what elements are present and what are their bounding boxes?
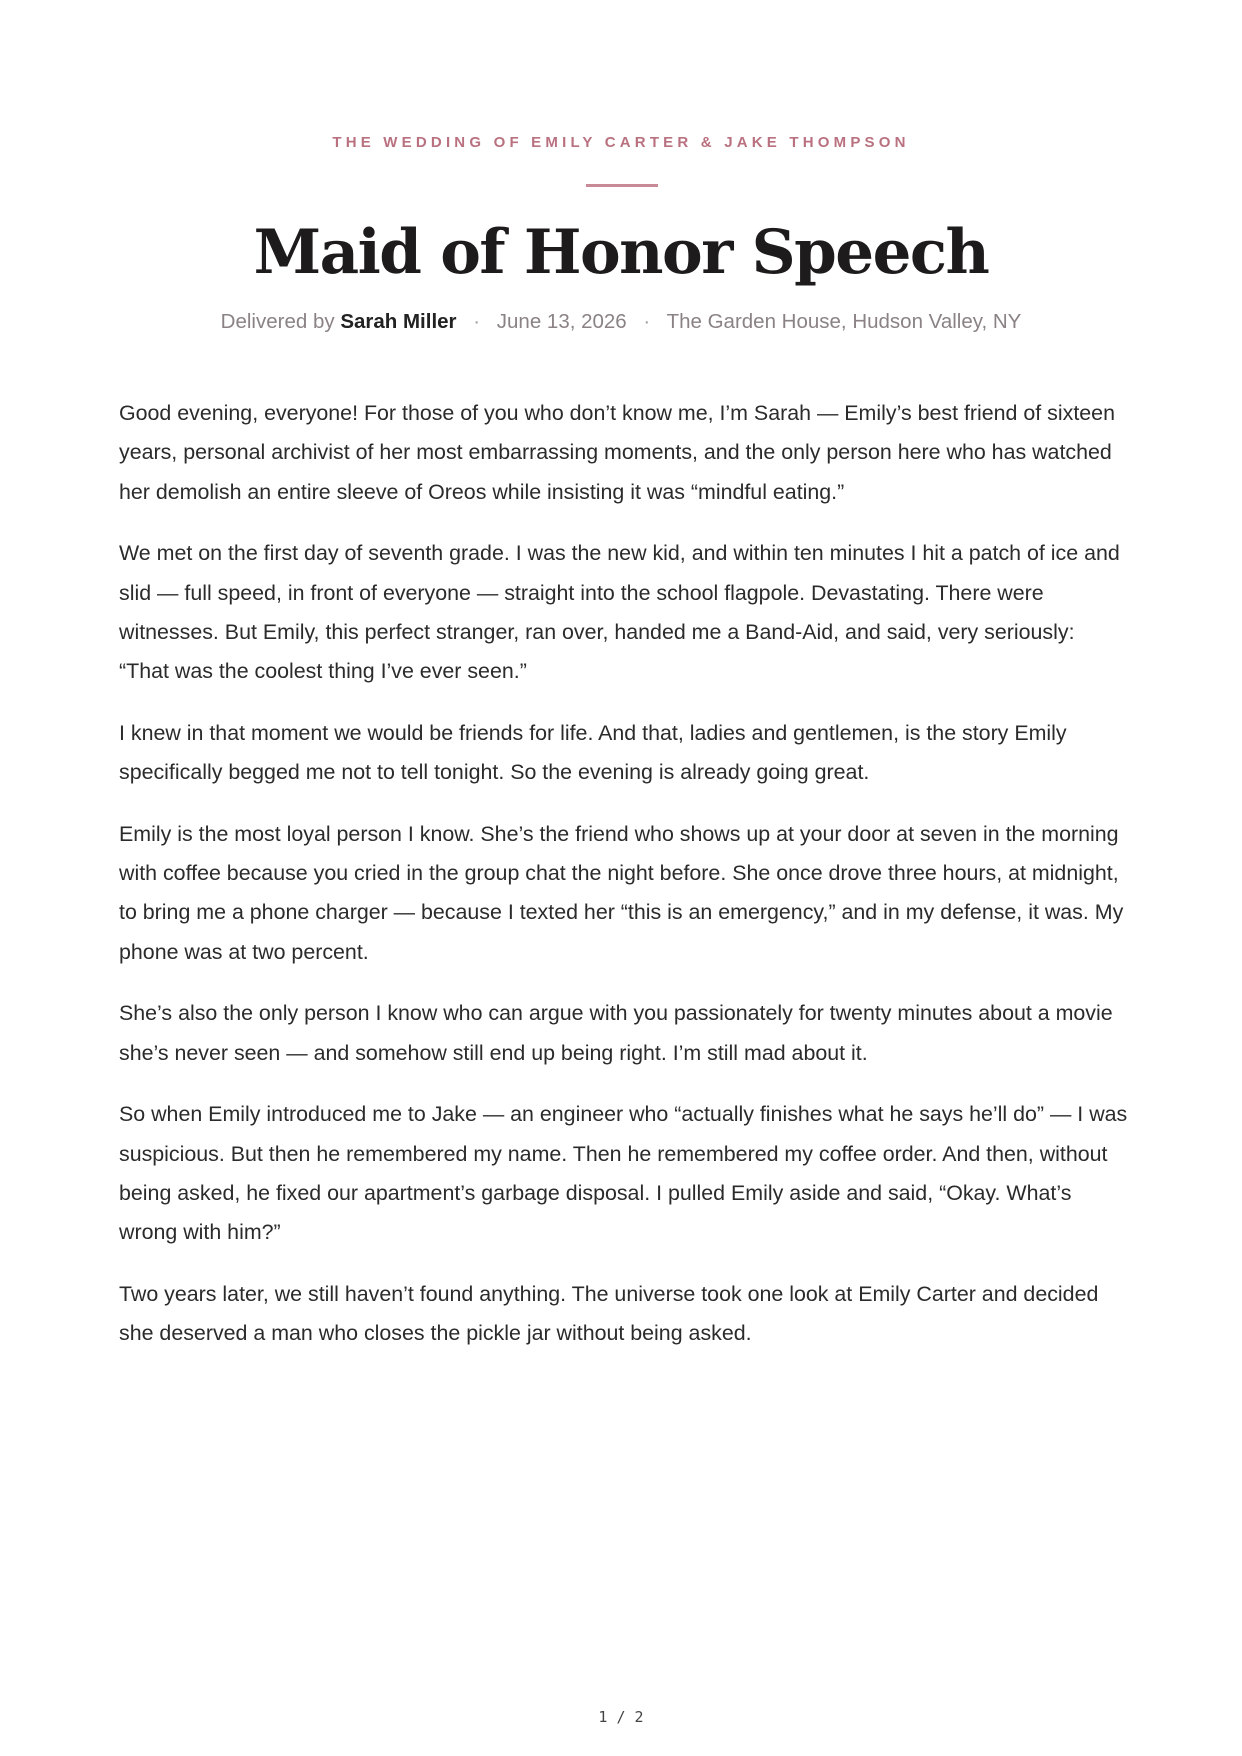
delivered-by-label: Delivered by [220,310,335,333]
speech-paragraph: Emily is the most loyal person I know. She’s the friend who shows up at your door at seven in the morning with coffee because you cried in the group chat the night before. She once drove three hours, at midnight, to bring me a phone charger — because I texted her “this is an emergency,” and in my defense, it was. My phone was at two percent. [119,821,1124,964]
page-title: Maid of Honor Speech [253,217,989,288]
speech-paragraph: I knew in that moment we would be friends for life. And that, ladies and gentlemen, is the story Emily specifically begged me not to tell tonight. So the evening is already going great. [119,720,1067,785]
speech-paragraph: She’s also the only person I know who can argue with you passionately for twenty minutes about a movie she’s never seen — and somehow still end up being right. I’m still mad about it. [119,1001,1113,1065]
byline-separator: · [643,310,651,333]
speech-date: June 13, 2026 [496,310,627,333]
byline [0,310,1242,334]
speech-paragraph: We met on the first day of seventh grade. I was the new kid, and within ten minutes I hit a patch of ice and slid — full speed, in front of everyone — straight into the school flagpole. Devastating. There were witnesses. But Emily, this perfect stranger, ran over, handed me a Band-Aid, and said, very seriously: “That was the coolest thing I’ve ever seen.” [119,541,1120,684]
byline-separator: · [473,310,481,333]
venue: The Garden House, Hudson Valley, NY [666,310,1022,333]
accent-divider [586,184,658,187]
page-number: 1 / 2 [598,1708,644,1726]
speech-paragraph: Good evening, everyone! For those of you who don’t know me, I’m Sarah — Emily’s best friend of sixteen years, personal archivist of her most embarrassing moments, and the only person here who has watched her demolish an entire sleeve of Oreos while insisting it was “mindful eating.” [119,401,1115,504]
wedding-eyebrow: THE WEDDING OF EMILY CARTER & JAKE THOMPSON [332,134,910,151]
speech-paragraph: Two years later, we still haven’t found anything. The universe took one look at Emily Carter and decided she deserved a man who closes the pickle jar without being asked. [119,1281,1099,1346]
speech-body [119,394,1129,1376]
speech-paragraph: So when Emily introduced me to Jake — an engineer who “actually finishes what he says he’ll do” — I was suspicious. But then he remembered my name. Then he remembered my coffee order. And then, without being asked, he fixed our apartment’s garbage disposal. I pulled Emily aside and said, “Okay. What’s wrong with him?” [119,1102,1128,1245]
author-name: Sarah Miller [340,310,457,333]
